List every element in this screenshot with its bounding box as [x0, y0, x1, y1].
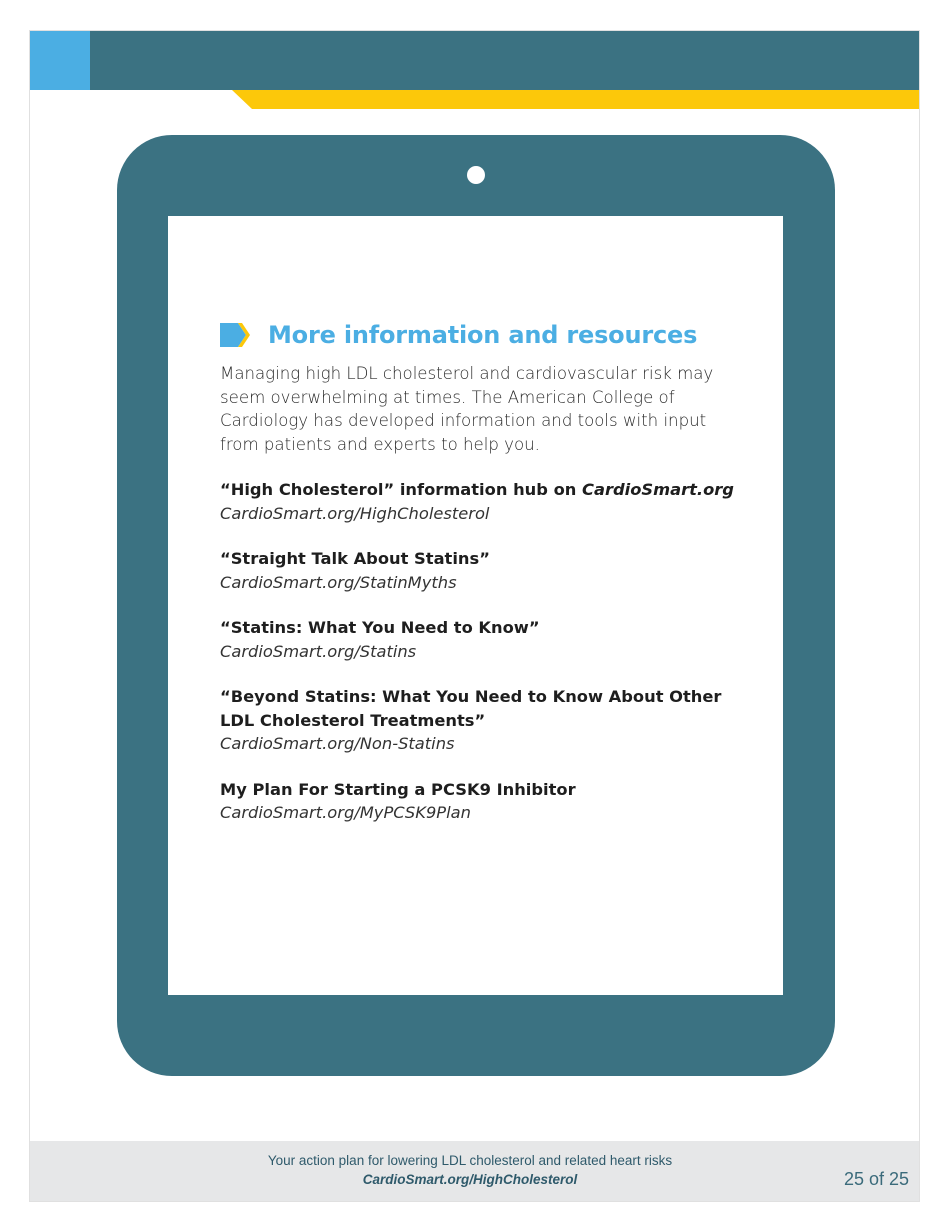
section-heading-row	[220, 316, 740, 354]
resource-item	[220, 685, 740, 756]
resources-content	[220, 316, 740, 825]
page-number: 25 of 25	[843, 1169, 909, 1189]
resource-title: “Straight Talk About Statins”	[220, 549, 490, 568]
resource-item	[220, 616, 740, 663]
footer-link[interactable]: CardioSmart.org/HighCholesterol	[362, 1172, 578, 1187]
resource-title: My Plan For Starting a PCSK9 Inhibitor	[220, 779, 576, 799]
resource-link[interactable]: CardioSmart.org/StatinMyths	[220, 572, 457, 592]
resource-title: “Statins: What You Need to Know”	[220, 618, 540, 637]
header-bar	[30, 31, 919, 90]
resource-item	[220, 778, 740, 825]
footer-tagline: Your action plan for lowering LDL cholesterol and related heart risks	[267, 1153, 673, 1168]
resource-title: “High Cholesterol” information hub on CardioSmart.org	[220, 480, 734, 499]
resource-link[interactable]: CardioSmart.org/Non-Statins	[220, 734, 455, 753]
resource-link[interactable]: CardioSmart.org/MyPCSK9Plan	[220, 803, 471, 822]
page-footer	[30, 1141, 919, 1201]
chevron-right-icon	[220, 322, 252, 348]
section-heading: More information and resources	[268, 321, 698, 349]
resource-link[interactable]: CardioSmart.org/Statins	[220, 641, 417, 661]
header-accent-block	[30, 31, 90, 90]
resource-item	[220, 478, 740, 525]
resource-item	[220, 547, 740, 594]
resource-title: “Beyond Statins: What You Need to Know About Other LDL Cholesterol Treatments”	[220, 687, 722, 730]
tablet-camera-icon	[467, 166, 485, 184]
intro-paragraph: Managing high LDL cholesterol and cardiovascular risk may seem overwhelming at times. The American College of Cardiology has developed information and tools with input from patients and experts to help you.	[220, 364, 714, 454]
header-accent-stripe	[232, 90, 919, 109]
resource-link[interactable]: CardioSmart.org/HighCholesterol	[220, 503, 490, 523]
